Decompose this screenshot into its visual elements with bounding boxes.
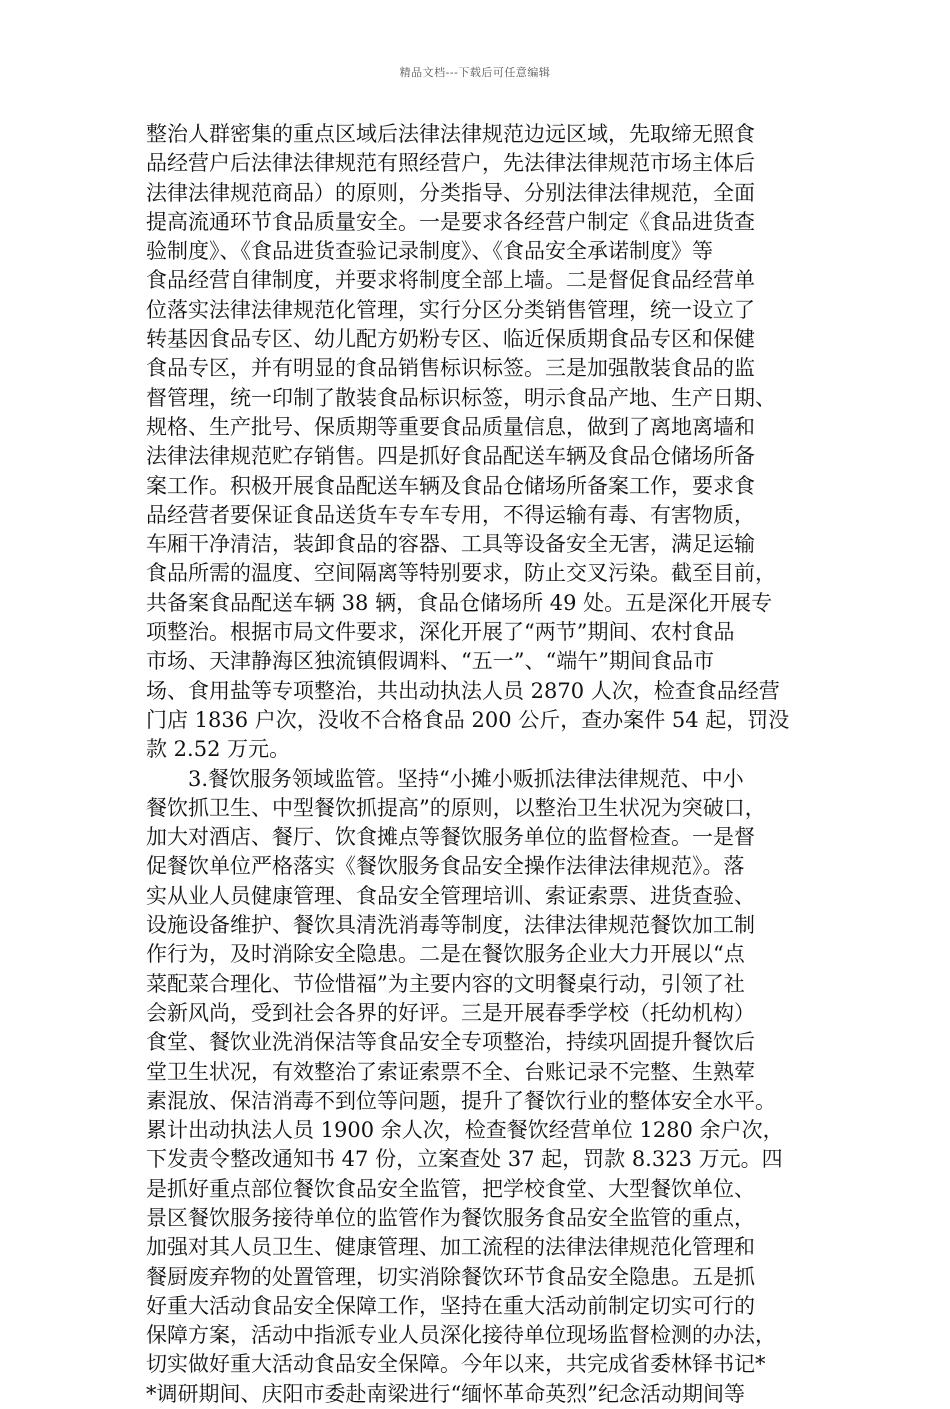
text-line: 菜配菜合理化、节俭惜福”为主要内容的文明餐桌行动，引领了社 — [146, 971, 745, 996]
text-line: 餐厨废弃物的处置管理，切实消除餐饮环节食品安全隐患。五是抓 — [146, 1264, 755, 1289]
text-line: 作行为，及时消除安全隐患。二是在餐饮服务企业大力开展以“点 — [146, 942, 745, 967]
text-line: 项整治。根据市局文件要求，深化开展了“两节”期间、农村食品 — [146, 620, 735, 645]
text-line: 保障方案，活动中指派专业人员深化接待单位现场监督检测的办法， — [146, 1323, 776, 1348]
text-line: 堂卫生状况，有效整治了索证索票不全、台账记录不完整、生熟荤 — [146, 1059, 755, 1084]
text-line: 好重大活动食品安全保障工作，坚持在重大活动前制定切实可行的 — [146, 1293, 755, 1318]
text-line: 共备案食品配送车辆 38 辆，食品仓储场所 49 处。五是深化开展专 — [146, 590, 773, 615]
text-line: 食堂、餐饮业洗消保洁等食品安全专项整治，持续巩固提升餐饮后 — [146, 1030, 755, 1055]
text-line: 加强对其人员卫生、健康管理、加工流程的法律法律规范化管理和 — [146, 1235, 755, 1260]
text-line: 实从业人员健康管理、食品安全管理培训、索证索票、进货查验、 — [146, 883, 755, 908]
text-line: 提高流通环节食品质量安全。一是要求各经营户制定《食品进货查 — [146, 209, 755, 234]
page-header: 精品文档---下载后可任意编辑 — [399, 66, 551, 79]
text-line: 市场、天津静海区独流镇假调料、“五一”、“端午”期间食品市 — [146, 649, 714, 674]
text-line: 法律法律规范商品）的原则，分类指导、分别法律法律规范，全面 — [146, 180, 755, 205]
text-line: 整治人群密集的重点区域后法律法律规范边远区域，先取缔无照食 — [146, 122, 755, 146]
text-line: 场、食用盐等专项整治，共出动执法人员 2870 人次，检查食品经营 — [146, 678, 780, 703]
text-line: 车厢干净清洁，装卸食品的容器、工具等设备安全无害，满足运输 — [146, 532, 755, 557]
text-line: 款 2.52 万元。 — [146, 737, 291, 762]
text-line: 食品经营自律制度，并要求将制度全部上墙。二是督促食品经营单 — [146, 268, 755, 293]
text-line: 法律法律规范贮存销售。四是抓好食品配送车辆及食品仓储场所备 — [146, 444, 755, 469]
text-line: 是抓好重点部位餐饮食品安全监管，把学校食堂、大型餐饮单位、 — [146, 1176, 755, 1201]
text-line: 累计出动执法人员 1900 余人次，检查餐饮经营单位 1280 余户次， — [146, 1118, 784, 1143]
text-line: 案工作。积极开展食品配送车辆及食品仓储场所备案工作，要求食 — [146, 473, 755, 498]
text-line: 加大对酒店、餐厅、饮食摊点等餐饮服务单位的监督检查。一是督 — [146, 825, 755, 850]
text-line: 品经营者要保证食品送货车专车专用，不得运输有毒、有害物质， — [146, 502, 755, 527]
text-line: 验制度》、《食品进货查验记录制度》、《食品安全承诺制度》等 — [146, 239, 713, 264]
text-line: *调研期间、庆阳市委赴南梁进行“缅怀革命英烈”纪念活动期间等 — [146, 1381, 745, 1406]
text-line: 转基因食品专区、幼儿配方奶粉专区、临近保质期食品专区和保健 — [146, 327, 755, 352]
text-line: 设施设备维护、餐饮具清洗消毒等制度，法律法律规范餐饮加工制 — [146, 913, 755, 938]
section-heading-line: 3.餐饮服务领域监管。坚持“小摊小贩抓法律法律规范、中小 — [188, 766, 744, 791]
text-line: 食品专区，并有明显的食品销售标识标签。三是加强散装食品的监 — [146, 356, 755, 381]
text-line: 下发责令整改通知书 47 份，立案查处 37 起，罚款 8.323 万元。四 — [146, 1147, 783, 1172]
text-line: 促餐饮单位严格落实《餐饮服务食品安全操作法律法律规范》。落 — [146, 854, 745, 879]
text-line: 规格、生产批号、保质期等重要食品质量信息，做到了离地离墙和 — [146, 414, 755, 439]
text-line: 食品所需的温度、空间隔离等特别要求，防止交叉污染。截至目前， — [146, 561, 776, 586]
document-body — [146, 120, 816, 1409]
text-line: 督管理，统一印制了散装食品标识标签，明示食品产地、生产日期、 — [146, 385, 776, 410]
text-line: 会新风尚，受到社会各界的好评。三是开展春季学校（托幼机构） — [146, 1000, 755, 1025]
text-line: 景区餐饮服务接待单位的监管作为餐饮服务食品安全监管的重点， — [146, 1205, 755, 1230]
text-line: 切实做好重大活动食品安全保障。今年以来，共完成省委林铎书记* — [146, 1352, 766, 1377]
text-line: 素混放、保洁消毒不到位等问题，提升了餐饮行业的整体安全水平。 — [146, 1088, 776, 1113]
text-line: 餐饮抓卫生、中型餐饮抓提高”的原则，以整治卫生状况为突破口， — [146, 795, 766, 820]
text-line: 品经营户后法律法律规范有照经营户，先法律法律规范市场主体后 — [146, 151, 755, 176]
text-line: 门店 1836 户次，没收不合格食品 200 公斤，查办案件 54 起，罚没 — [146, 707, 790, 732]
text-line: 位落实法律法律规范化管理，实行分区分类销售管理，统一设立了 — [146, 297, 755, 322]
